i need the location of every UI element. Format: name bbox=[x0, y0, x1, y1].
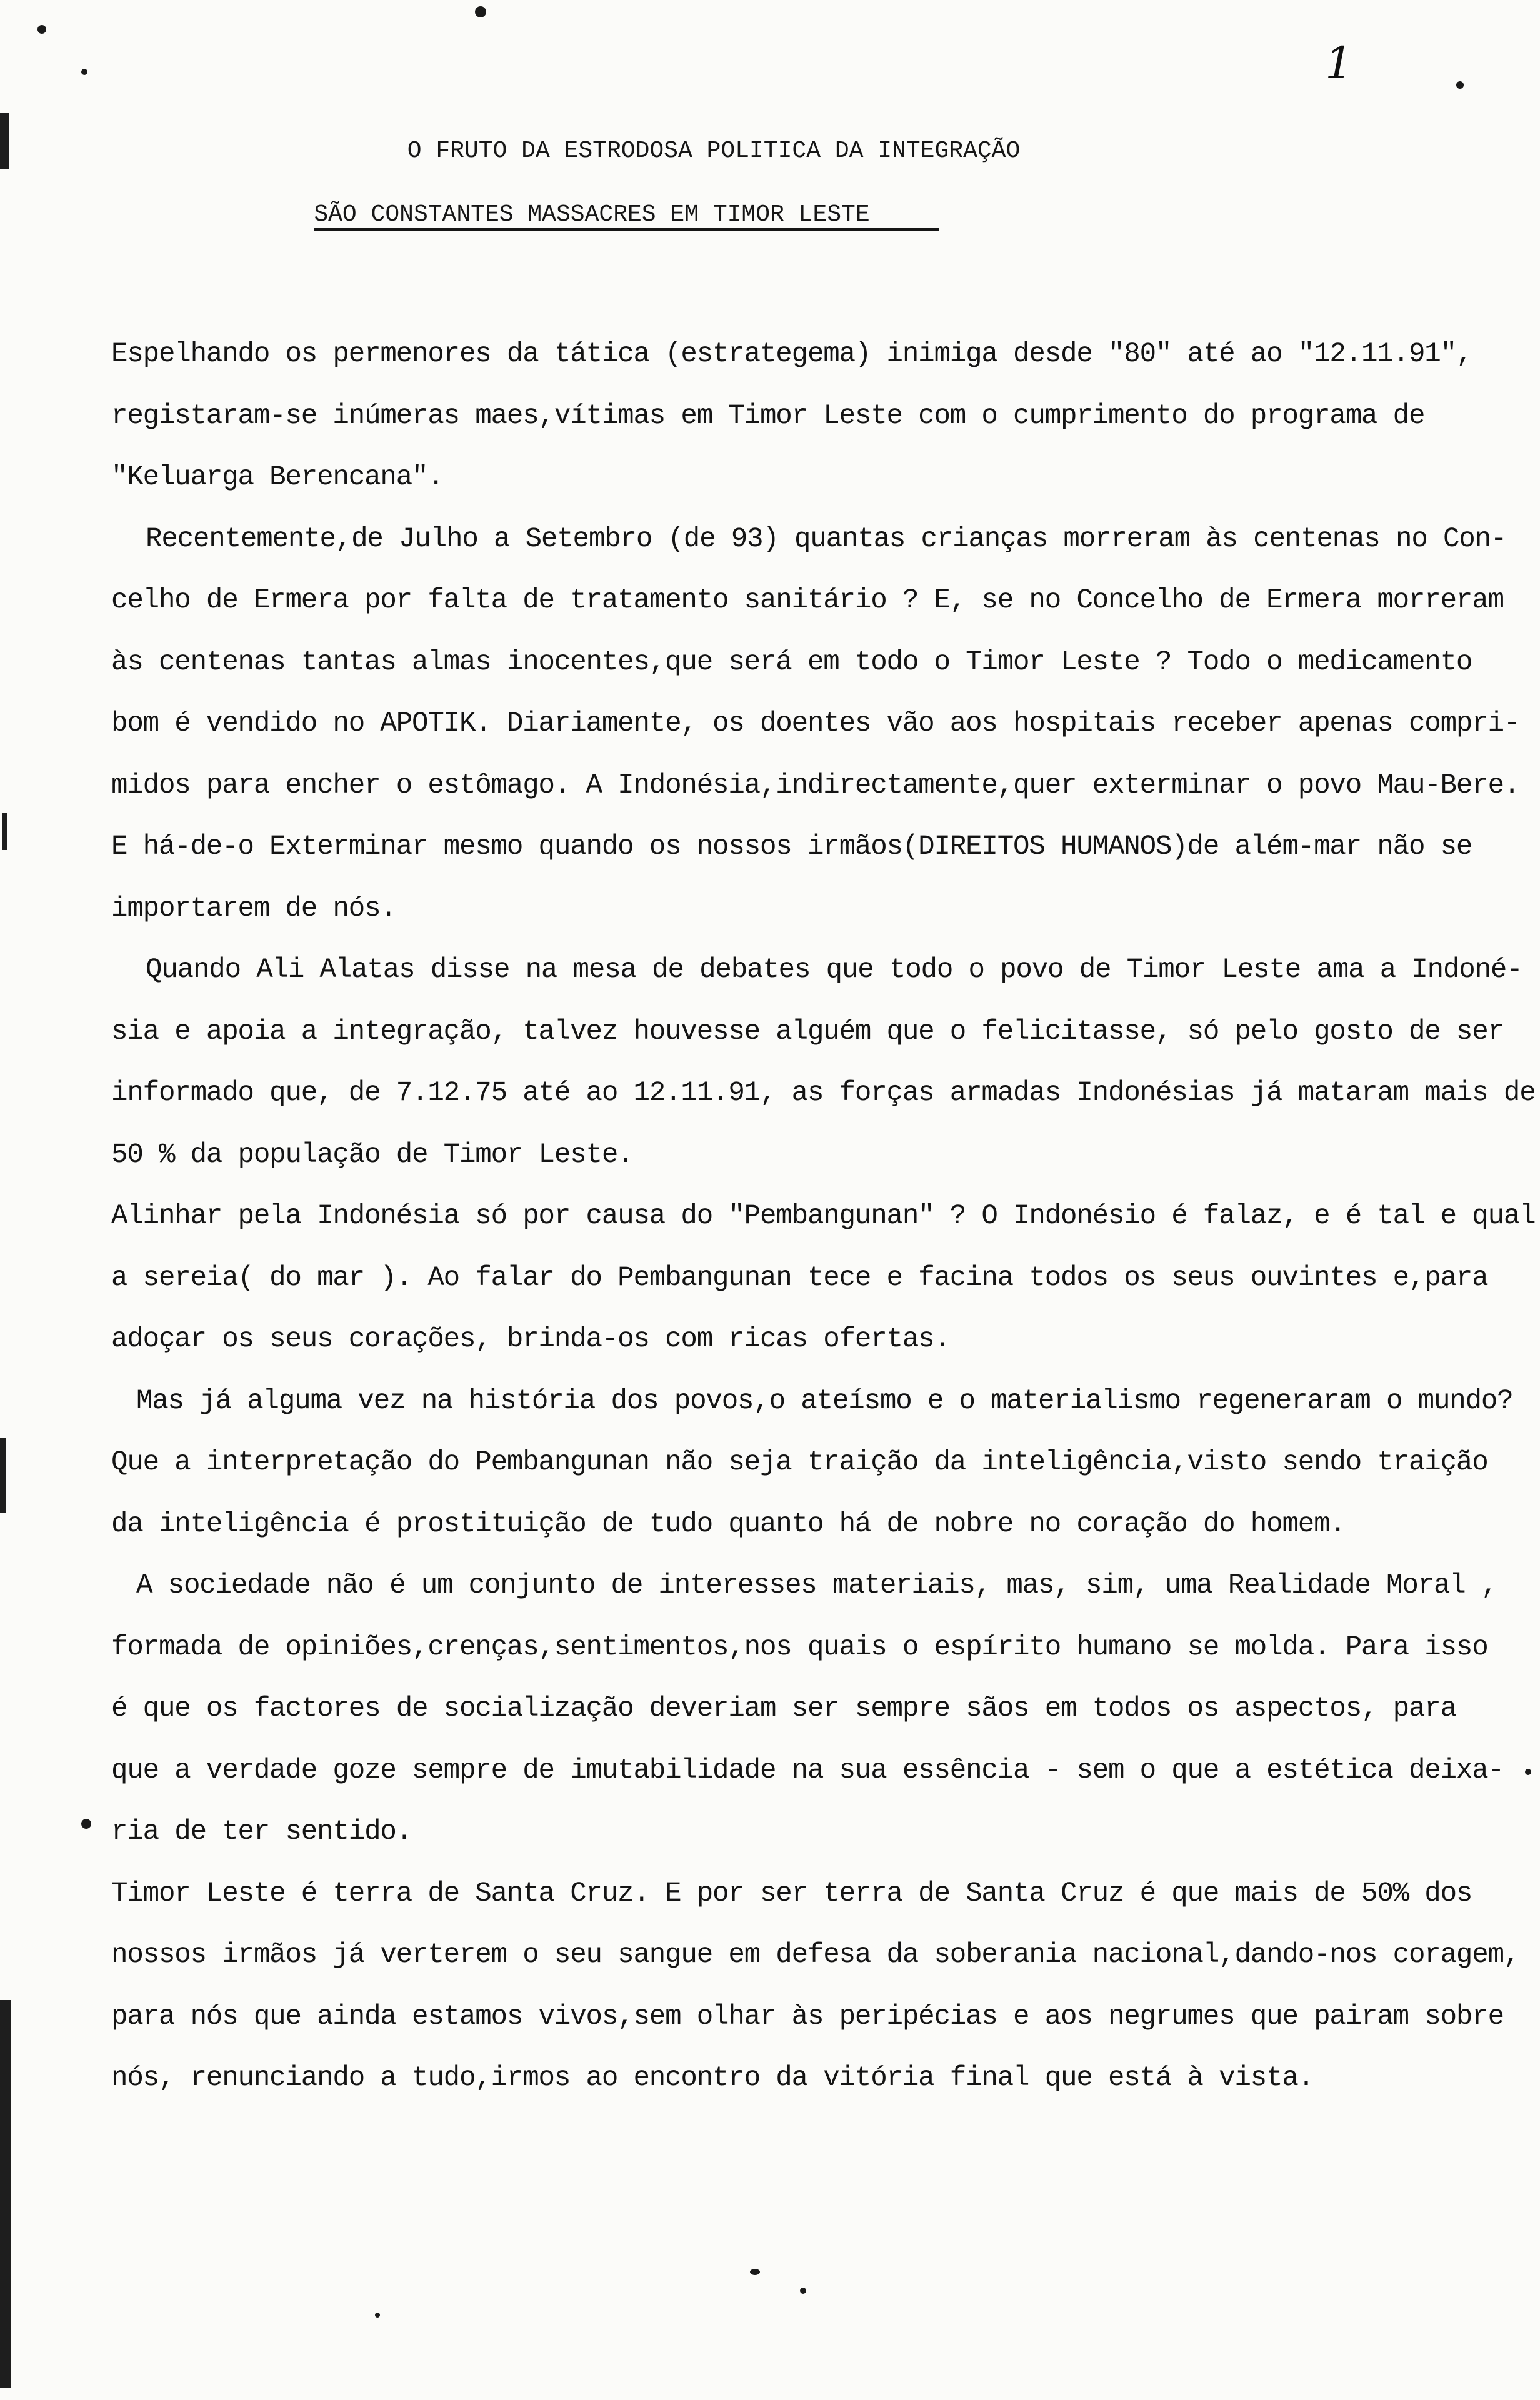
body-line: formada de opiniões,crenças,sentimentos,nos quais o espírito humano se molda. Para isso bbox=[111, 1631, 1488, 1663]
body-text bbox=[111, 324, 1536, 2109]
body-line: é que os factores de socialização deveriam ser sempre sãos em todos os aspectos, para bbox=[111, 1693, 1456, 1724]
speck bbox=[38, 25, 46, 34]
body-line: adoçar os seus corações, brinda-os com ricas ofertas. bbox=[111, 1324, 950, 1355]
speck bbox=[81, 69, 88, 75]
body-line: bom é vendido no APOTIK. Diariamente, os doentes vão aos hospitais receber apenas compri- bbox=[111, 708, 1520, 739]
body-line: A sociedade não é um conjunto de interesses materiais, mas, sim, uma Realidade Moral , bbox=[136, 1570, 1498, 1601]
body-line: sia e apoia a integração, talvez houvesse alguém que o felicitasse, só pelo gosto de ser bbox=[111, 1016, 1504, 1048]
title-line-2 bbox=[0, 201, 1396, 228]
body-line: a sereia( do mar ). Ao falar do Pembangunan tece e facina todos os seus ouvintes e,para bbox=[111, 1262, 1488, 1294]
body-line: Que a interpretação do Pembangunan não seja traição da inteligência,visto sendo traição bbox=[111, 1447, 1488, 1478]
body-line: registaram-se inúmeras maes,vítimas em Timor Leste com o cumprimento do programa de bbox=[111, 400, 1425, 432]
body-line: Timor Leste é terra de Santa Cruz. E por ser terra de Santa Cruz é que mais de 50% dos bbox=[111, 1878, 1472, 1909]
body-line: informado que, de 7.12.75 até ao 12.11.91, as forças armadas Indonésias já mataram mais de bbox=[111, 1078, 1536, 1109]
body-line: ria de ter sentido. bbox=[111, 1816, 412, 1848]
body-line: Alinhar pela Indonésia só por causa do "Pembangunan" ? O Indonésio é falaz, e é tal e qual bbox=[111, 1201, 1536, 1232]
body-line: que a verdade goze sempre de imutabilidade na sua essência - sem o que a estética deixa- bbox=[111, 1754, 1504, 1786]
title-line-1: O FRUTO DA ESTRODOSA POLITICA DA INTEGRAÇÃO bbox=[407, 138, 1021, 164]
speck bbox=[375, 2312, 380, 2318]
speck bbox=[475, 6, 486, 18]
body-line: importarem de nós. bbox=[111, 892, 396, 924]
body-line: E há-de-o Exterminar mesmo quando os nossos irmãos(DIREITOS HUMANOS)de além-mar não se bbox=[111, 831, 1472, 862]
page-number: 1 bbox=[1325, 38, 1353, 89]
speck bbox=[800, 2288, 806, 2294]
speck bbox=[750, 2269, 760, 2275]
body-line: celho de Ermera por falta de tratamento sanitário ? E, se no Concelho de Ermera morreram bbox=[111, 585, 1504, 616]
body-line: para nós que ainda estamos vivos,sem olhar às peripécias e aos negrumes que pairam sobre bbox=[111, 2001, 1504, 2032]
body-line: Mas já alguma vez na história dos povos,o ateísmo e o materialismo regeneraram o mundo? bbox=[136, 1385, 1513, 1417]
body-line: nós, renunciando a tudo,irmos ao encontro da vitória final que está à vista. bbox=[111, 2062, 1314, 2094]
body-line: "Keluarga Berencana". bbox=[111, 462, 444, 493]
speck bbox=[81, 1819, 91, 1829]
speck bbox=[1525, 1769, 1531, 1775]
speck bbox=[1456, 81, 1464, 89]
title-line-2-text: SÃO CONSTANTES MASSACRES EM TIMOR LESTE bbox=[314, 201, 938, 231]
body-line: nossos irmãos já verterem o seu sangue em defesa da soberania nacional,dando-nos coragem, bbox=[111, 1939, 1520, 1971]
body-line: Quando Ali Alatas disse na mesa de debates que todo o povo de Timor Leste ama a Indoné- bbox=[146, 954, 1522, 986]
body-line: da inteligência é prostituição de tudo quanto há de nobre no coração do homem. bbox=[111, 1508, 1346, 1540]
left-edge-mark bbox=[0, 2000, 11, 2388]
left-edge-mark bbox=[0, 112, 9, 169]
body-line: Espelhando os permenores da tática (estrategema) inimiga desde "80" até ao "12.11.91", bbox=[111, 339, 1472, 370]
body-line: Recentemente,de Julho a Setembro (de 93) quantas crianças morreram às centenas no Con- bbox=[146, 523, 1507, 555]
left-edge-mark bbox=[0, 1438, 6, 1512]
body-line: às centenas tantas almas inocentes,que será em todo o Timor Leste ? Todo o medicamento bbox=[111, 646, 1472, 678]
left-edge-mark bbox=[2, 812, 8, 850]
body-line: midos para encher o estômago. A Indonésia,indirectamente,quer exterminar o povo Mau-Bere. bbox=[111, 769, 1520, 801]
body-line: 50 % da população de Timor Leste. bbox=[111, 1139, 634, 1171]
